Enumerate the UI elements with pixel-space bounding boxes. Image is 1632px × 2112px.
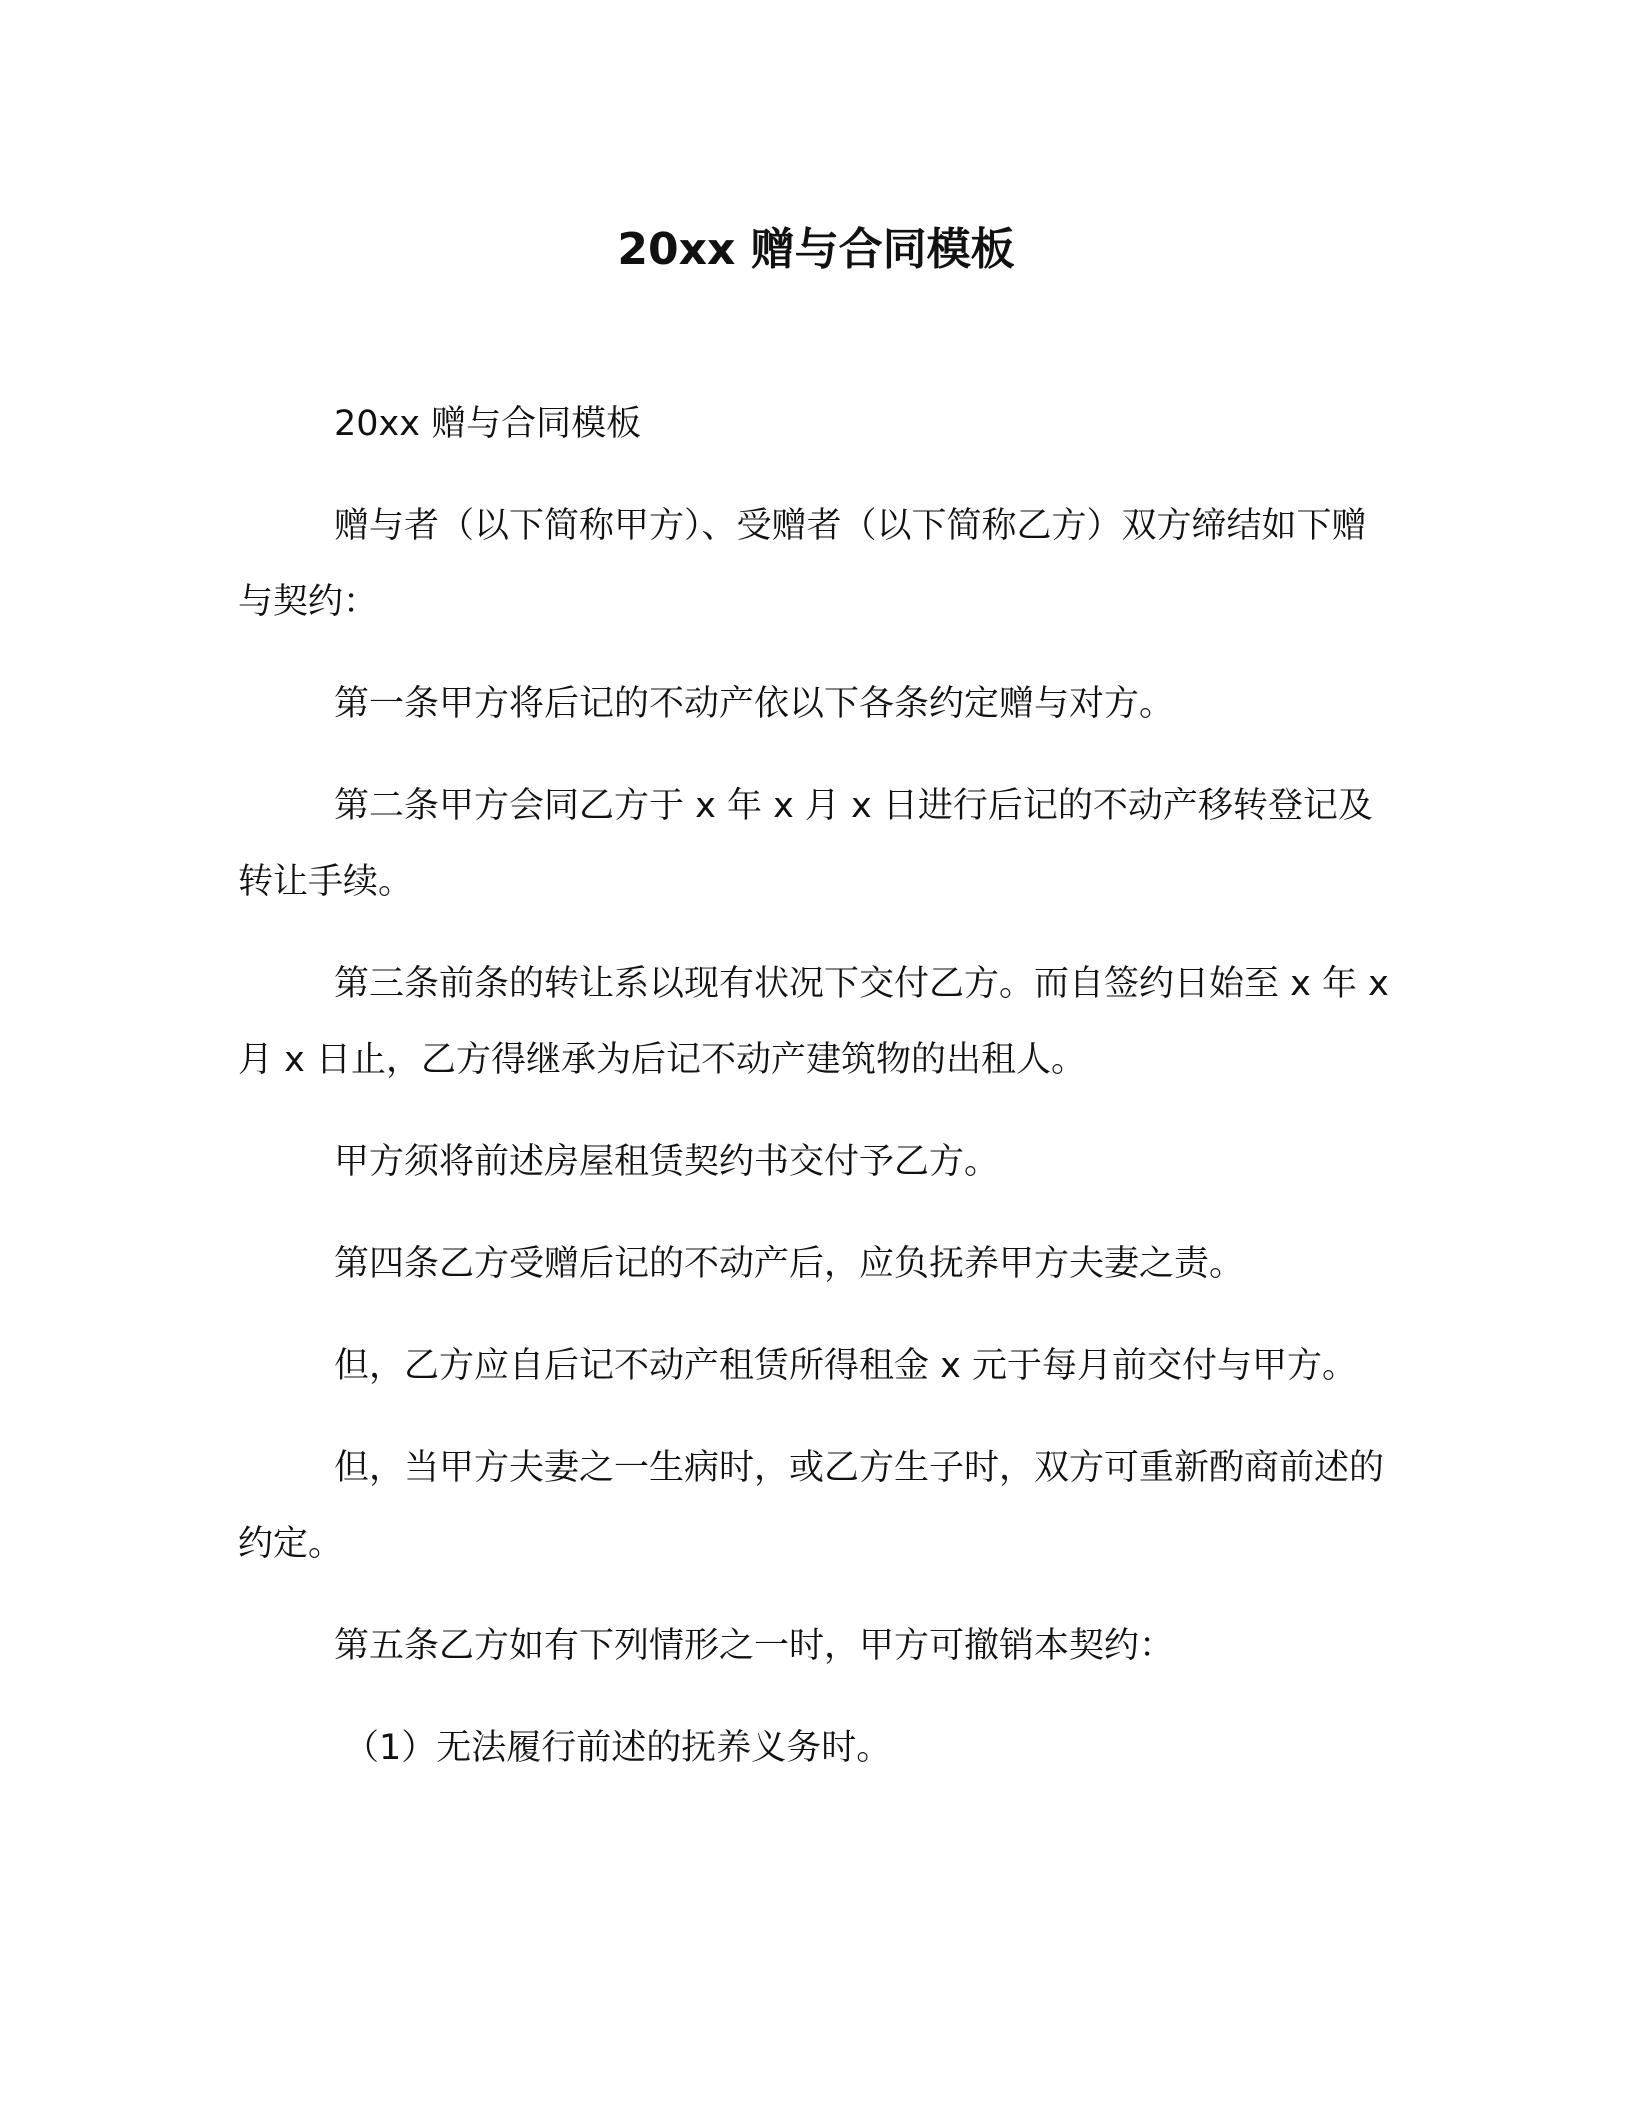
paragraph-article-4: 第四条乙方受赠后记的不动产后，应负抚养甲方夫妻之责。 [334,1244,1245,1284]
paragraph-item-1: （1）无法履行前述的抚养义务时。 [344,1728,892,1768]
document-body [238,386,1398,1786]
paragraph-intro: 赠与者（以下简称甲方）、受赠者（以下简称乙方）双方缔结如下赠与契约： [238,506,1367,622]
paragraph-article-5: 第五条乙方如有下列情形之一时，甲方可撤销本契约： [334,1626,1175,1666]
paragraph-article-3: 第三条前条的转让系以现有状况下交付乙方。而自签约日始至 x 年 x 月 x 日止，乙方得继承为后记不动产建筑物的出租人。 [238,964,1389,1080]
paragraph-rent-payment: 但，乙方应自后记不动产租赁所得租金 x 元于每月前交付与甲方。 [334,1346,1357,1386]
paragraph-article-2: 第二条甲方会同乙方于 x 年 x 月 x 日进行后记的不动产移转登记及转让手续。 [238,786,1373,902]
paragraph-renegotiation: 但，当甲方夫妻之一生病时，或乙方生子时，双方可重新酌商前述的约定。 [238,1448,1385,1564]
paragraph-lease-handover: 甲方须将前述房屋租赁契约书交付予乙方。 [334,1142,1000,1182]
document-title: 20xx 赠与合同模板 [617,224,1015,275]
paragraph-heading: 20xx 赠与合同模板 [334,404,642,444]
paragraph-article-1: 第一条甲方将后记的不动产依以下各条约定赠与对方。 [334,684,1175,724]
